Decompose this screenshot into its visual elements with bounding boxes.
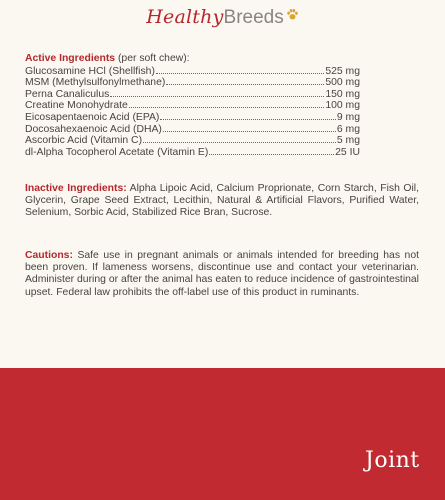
ingredient-row bbox=[25, 111, 360, 123]
ingredient-name: dl-Alpha Tocopherol Acetate (Vitamin E) bbox=[25, 146, 209, 158]
ingredient-amount: 150 mg bbox=[325, 88, 360, 100]
cautions bbox=[25, 250, 419, 299]
cautions-text: Safe use in pregnant animals or animals intended for breeding has not been proven. If lameness worsens, discontinue use and contact your veterinarian. Administer during or after the animal has eaten to reduce incidence of gastrointestinal upset. Federal law prohibits the off-label use of this product in ruminants. bbox=[25, 250, 419, 298]
dot-leader bbox=[110, 88, 324, 97]
paw-icon bbox=[286, 8, 299, 21]
ingredient-row bbox=[25, 123, 360, 135]
active-ingredients bbox=[25, 53, 360, 157]
dot-leader bbox=[156, 65, 324, 74]
ingredient-name: MSM (Methylsulfonylmethane) bbox=[25, 77, 166, 89]
ingredient-row bbox=[25, 99, 360, 111]
ingredient-name: Docosahexaenoic Acid (DHA) bbox=[25, 123, 162, 135]
dot-leader bbox=[163, 123, 336, 132]
ingredient-amount: 9 mg bbox=[336, 111, 360, 123]
inactive-ingredients-text: Alpha Lipoic Acid, Calcium Proprionate, Corn Starch, Fish Oil, Glycerin, Grape Seed Extract, Lecithin, Natural & Artificial Flavors, Purified Water, Selenium, Sorbic Acid, Stabilized Rice Bran, Sucrose. bbox=[25, 183, 419, 219]
dot-leader bbox=[160, 111, 336, 120]
ingredient-name: Perna Canaliculus bbox=[25, 88, 110, 100]
ingredient-row bbox=[25, 65, 360, 77]
brand-healthy: Healthy bbox=[146, 6, 224, 28]
ingredient-amount: 500 mg bbox=[325, 77, 360, 89]
inactive-ingredients bbox=[25, 183, 419, 220]
ingredient-row bbox=[25, 76, 360, 88]
dot-leader bbox=[143, 134, 336, 143]
brand-logo bbox=[0, 6, 445, 29]
inactive-ingredients-title: Inactive Ingredients: bbox=[25, 183, 127, 194]
active-ingredients-title: Active Ingredients bbox=[25, 53, 116, 64]
ingredient-amount: 6 mg bbox=[336, 123, 360, 135]
band-text: Joint bbox=[365, 448, 420, 473]
brand-breeds: Breeds bbox=[223, 7, 284, 28]
dot-leader bbox=[166, 76, 324, 85]
ingredient-row bbox=[25, 134, 360, 146]
ingredient-list bbox=[25, 65, 360, 158]
ingredient-name: Ascorbic Acid (Vitamin C) bbox=[25, 135, 143, 147]
dot-leader bbox=[129, 99, 325, 108]
red-band bbox=[0, 368, 445, 500]
active-ingredients-heading bbox=[25, 53, 360, 65]
dot-leader bbox=[209, 146, 334, 155]
active-ingredients-note: (per soft chew): bbox=[117, 53, 190, 64]
ingredient-amount: 25 IU bbox=[335, 146, 360, 158]
ingredient-amount: 525 mg bbox=[325, 65, 360, 77]
cautions-title: Cautions: bbox=[25, 250, 73, 261]
ingredient-amount: 5 mg bbox=[336, 135, 360, 147]
ingredient-amount: 100 mg bbox=[325, 100, 360, 112]
ingredient-row bbox=[25, 146, 360, 158]
ingredient-name: Creatine Monohydrate bbox=[25, 100, 128, 112]
ingredient-name: Eicosapentaenoic Acid (EPA) bbox=[25, 111, 160, 123]
ingredient-name: Glucosamine HCl (Shellfish) bbox=[25, 65, 155, 77]
ingredient-row bbox=[25, 88, 360, 100]
